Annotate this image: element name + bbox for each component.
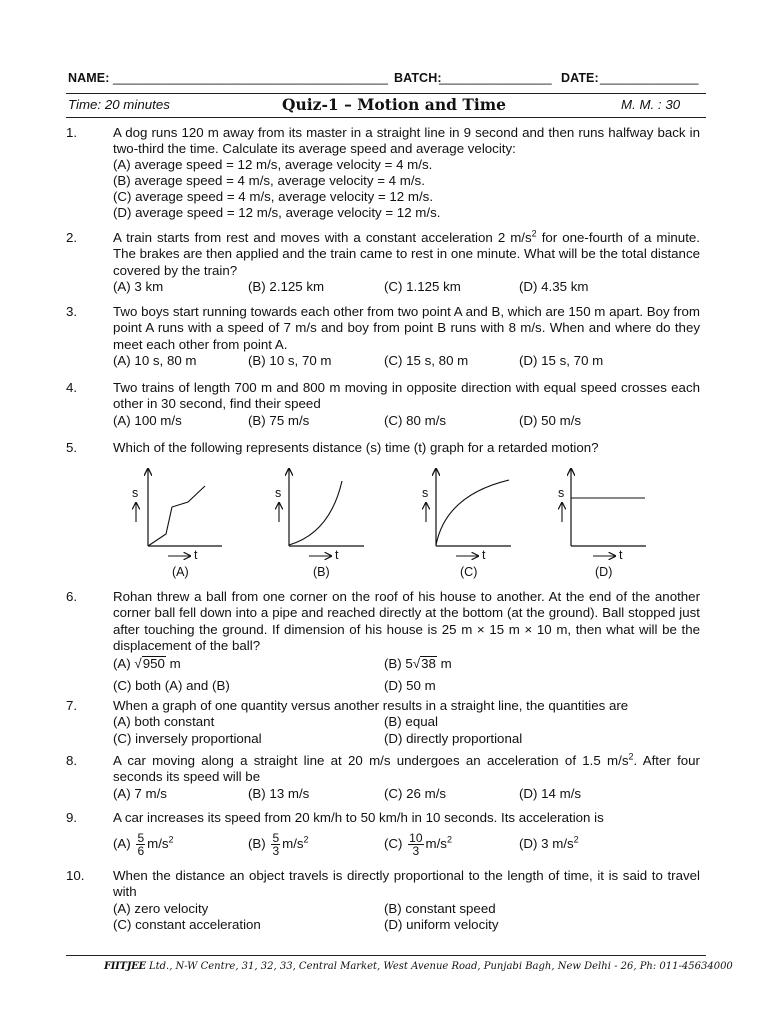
q8-text-sup: 2 xyxy=(628,751,634,762)
q9-c-unit-sup: 2 xyxy=(446,834,452,845)
q9-b-unit: m/s xyxy=(282,836,304,851)
q9-a-unit: m/s xyxy=(147,836,169,851)
q1-text: A dog runs 120 m away from its master in a straight line in 9 second and then runs halfway back in two-third the time. Calculate its average speed and average velocity: xyxy=(113,125,700,157)
q6-number: 6. xyxy=(66,589,78,604)
q4-number: 4. xyxy=(66,380,78,395)
q10-option-c[interactable]: (C) constant acceleration xyxy=(113,917,261,932)
q3-option-c[interactable]: (C) 15 s, 80 m xyxy=(384,353,469,368)
max-marks: M. M. : 30 xyxy=(621,97,681,112)
name-blank[interactable]: _______________________________________ xyxy=(113,71,389,85)
q2-text-sup: 2 xyxy=(531,228,537,239)
q5-graphs xyxy=(0,455,768,585)
q10-option-d[interactable]: (D) uniform velocity xyxy=(384,917,499,932)
graph-b-axis-s: s xyxy=(275,486,282,500)
q9-d-text: (D) 3 m/s xyxy=(519,836,574,851)
q3-option-d[interactable]: (D) 15 s, 70 m xyxy=(519,353,604,368)
q10-option-b[interactable]: (B) constant speed xyxy=(384,901,496,916)
q6-b-post: m xyxy=(436,656,452,671)
q7-option-b[interactable]: (B) equal xyxy=(384,714,438,729)
q9-c-den: 3 xyxy=(412,843,420,858)
q8-number: 8. xyxy=(66,753,78,768)
q6-a-root: 950 xyxy=(142,656,165,671)
graph-a-axis-t: t xyxy=(194,548,198,562)
q6-text: Rohan threw a ball from one corner on the roof of his house to another. At the end of the another corner ball fell down into a pipe and reached directly at the bottom (at the ground). Ball stopped just after touching the ground. If dimension of his house is 25 m × 15 m × 10 m, then what will be the displacement of the ball? xyxy=(113,589,700,654)
graph-b[interactable] xyxy=(279,469,364,556)
footer xyxy=(104,961,733,972)
q8-option-d[interactable]: (D) 14 m/s xyxy=(519,786,582,801)
graph-c-axis-t: t xyxy=(482,548,486,562)
q5-text: Which of the following represents distance (s) time (t) graph for a retarded motion? xyxy=(113,440,599,455)
q10-number: 10. xyxy=(66,868,85,883)
date-label: DATE: xyxy=(561,71,599,85)
name-label: NAME: xyxy=(68,71,110,85)
q9-text: A car increases its speed from 20 km/h to 50 km/h in 10 seconds. Its acceleration is xyxy=(113,810,604,825)
q6-a-pre: (A) xyxy=(113,656,135,671)
q9-b-num: 5 xyxy=(272,830,280,845)
q7-option-c[interactable]: (C) inversely proportional xyxy=(113,731,262,746)
graph-c-axis-s: s xyxy=(422,486,429,500)
q9-b-label: (B) xyxy=(248,836,266,851)
q9-c-num: 10 xyxy=(409,830,423,845)
q9-c-label: (C) xyxy=(384,836,403,851)
q7-number: 7. xyxy=(66,698,78,713)
q6-a-post: m xyxy=(165,656,181,671)
q2-option-a[interactable]: (A) 3 km xyxy=(113,279,164,294)
q4-option-c[interactable]: (C) 80 m/s xyxy=(384,413,447,428)
graph-b-axis-t: t xyxy=(335,548,339,562)
q1-option-d[interactable]: (D) average speed = 12 m/s, average velocity = 12 m/s. xyxy=(113,205,441,220)
fiitjee-logo: FIITJEE xyxy=(104,961,146,972)
footer-rule xyxy=(66,955,706,956)
q1-option-b[interactable]: (B) average speed = 4 m/s, average velocity = 4 m/s. xyxy=(113,173,425,188)
time-limit: Time: 20 minutes xyxy=(68,97,170,112)
q5-option-c[interactable]: (C) xyxy=(460,565,478,579)
q9-a-label: (A) xyxy=(113,836,131,851)
q9-a-den: 6 xyxy=(137,843,145,858)
q6-b-root: 38 xyxy=(421,656,436,671)
q3-number: 3. xyxy=(66,304,78,319)
header-rule-top xyxy=(66,93,706,94)
q5-option-d[interactable]: (D) xyxy=(595,565,613,579)
page-title: Quiz-1 – Motion and Time xyxy=(282,95,507,114)
q8-text xyxy=(113,753,700,786)
q9-option-d[interactable] xyxy=(519,827,579,861)
q6-b-pre: (B) 5 xyxy=(384,656,413,671)
q3-text: Two boys start running towards each other from two point A and B, which are 150 m apart. Boy from point A runs with a speed of 7 m/s and boy from point B runs with 8 m/s. When and where do they meet each other from point A. xyxy=(113,304,700,352)
q2-option-d[interactable]: (D) 4.35 km xyxy=(519,279,589,294)
q7-option-d[interactable]: (D) directly proportional xyxy=(384,731,523,746)
q2-option-b[interactable]: (B) 2.125 km xyxy=(248,279,325,294)
q5-option-a[interactable]: (A) xyxy=(172,565,189,579)
q2-option-c[interactable]: (C) 1.125 km xyxy=(384,279,461,294)
q9-a-num: 5 xyxy=(137,830,145,845)
q9-d-sup: 2 xyxy=(573,834,579,845)
batch-blank[interactable]: ________________ xyxy=(439,71,552,85)
q1-option-c[interactable]: (C) average speed = 4 m/s, average velocity = 12 m/s. xyxy=(113,189,434,204)
graph-d-axis-s: s xyxy=(558,486,565,500)
q9-c-unit: m/s xyxy=(425,836,447,851)
q5-number: 5. xyxy=(66,440,78,455)
graph-d[interactable] xyxy=(562,469,646,556)
q2-text-pre: A train starts from rest and moves with a constant acceleration 2 m/s xyxy=(113,230,532,245)
q8-text-post: . After four seconds its speed will be xyxy=(113,753,700,785)
q3-option-b[interactable]: (B) 10 s, 70 m xyxy=(248,353,332,368)
q8-text-pre: A car moving along a straight line at 20 m/s undergoes an acceleration of 1.5 m/s xyxy=(113,753,629,768)
q9-b-fraction xyxy=(271,832,280,857)
q1-option-a[interactable]: (A) average speed = 12 m/s, average velocity = 4 m/s. xyxy=(113,157,433,172)
graph-a[interactable] xyxy=(136,469,222,556)
q8-option-c[interactable]: (C) 26 m/s xyxy=(384,786,447,801)
q9-number: 9. xyxy=(66,810,78,825)
q4-option-d[interactable]: (D) 50 m/s xyxy=(519,413,582,428)
q4-text: Two trains of length 700 m and 800 m moving in opposite direction with equal speed crosses each other in 30 second, find their speed xyxy=(113,380,700,412)
q6-option-c[interactable]: (C) both (A) and (B) xyxy=(113,678,230,693)
sqrt-symbol: √ xyxy=(134,656,142,671)
q4-option-a[interactable]: (A) 100 m/s xyxy=(113,413,182,428)
q9-option-c[interactable] xyxy=(384,827,452,861)
q8-option-b[interactable]: (B) 13 m/s xyxy=(248,786,310,801)
header-rule-bottom xyxy=(66,117,706,118)
q2-text xyxy=(113,230,700,279)
q10-option-a[interactable]: (A) zero velocity xyxy=(113,901,209,916)
q2-number: 2. xyxy=(66,230,78,245)
date-blank[interactable]: ______________ xyxy=(600,71,699,85)
q9-b-den: 3 xyxy=(272,843,280,858)
q7-option-a[interactable]: (A) both constant xyxy=(113,714,215,729)
graph-c[interactable] xyxy=(426,469,511,556)
q6-option-d[interactable]: (D) 50 m xyxy=(384,678,436,693)
q4-option-b[interactable]: (B) 75 m/s xyxy=(248,413,310,428)
q9-a-fraction xyxy=(136,832,145,857)
q3-option-a[interactable]: (A) 10 s, 80 m xyxy=(113,353,197,368)
q6-option-b[interactable] xyxy=(384,656,452,672)
q9-c-fraction xyxy=(408,832,423,857)
batch-label: BATCH: xyxy=(394,71,442,85)
q10-text: When the distance an object travels is directly proportional to the length of time, it is said to travel with xyxy=(113,868,700,900)
footer-address: Ltd., N-W Centre, 31, 32, 33, Central Market, West Avenue Road, Punjabi Bagh, New Delhi - 26, Ph: 011-45634000 xyxy=(145,961,733,972)
q7-text: When a graph of one quantity versus another results in a straight line, the quantities are xyxy=(113,698,629,713)
q9-option-b[interactable] xyxy=(248,827,309,861)
q9-a-unit-sup: 2 xyxy=(168,834,174,845)
sqrt-symbol: √ xyxy=(412,656,421,671)
graph-d-axis-t: t xyxy=(619,548,623,562)
q9-b-unit-sup: 2 xyxy=(303,834,309,845)
q5-option-b[interactable]: (B) xyxy=(313,565,330,579)
q9-option-a[interactable] xyxy=(113,827,174,861)
q6-option-a[interactable] xyxy=(113,656,181,672)
q8-option-a[interactable]: (A) 7 m/s xyxy=(113,786,167,801)
q2-text-post: for one-fourth of a minute. The brakes are then applied and the train came to rest in one minute. What will be the total distance covered by the train? xyxy=(113,230,700,278)
q1-number: 1. xyxy=(66,125,78,140)
graph-a-axis-s: s xyxy=(132,486,139,500)
